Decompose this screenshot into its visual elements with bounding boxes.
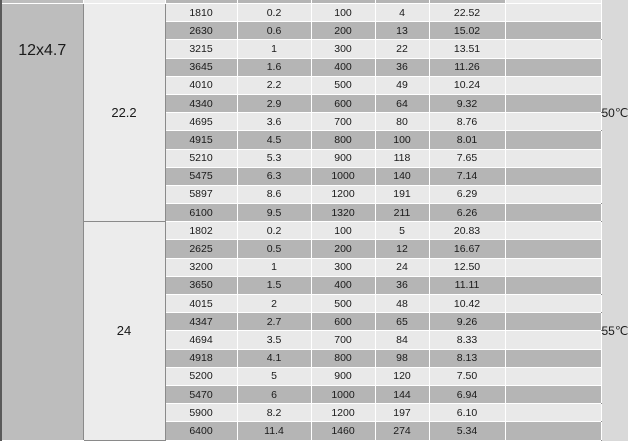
speed-cell: 2625 [165, 240, 237, 258]
thrust-cell: 36 [375, 276, 429, 294]
thrust-cell: 274 [375, 422, 429, 440]
current-cell: 3.6 [237, 113, 311, 131]
blank-cell [505, 22, 601, 40]
blank-cell [505, 258, 601, 276]
speed-cell: 1810 [165, 4, 237, 22]
thrust-cell: 120 [375, 367, 429, 385]
efficiency-cell: 15.02 [429, 22, 505, 40]
blank-cell [505, 422, 601, 440]
speed-cell: 3650 [165, 276, 237, 294]
thrust-cell: 211 [375, 204, 429, 222]
thrust-cell: 191 [375, 185, 429, 203]
efficiency-cell: 9.26 [429, 313, 505, 331]
power-cell: 1320 [311, 204, 375, 222]
current-cell: 11.4 [237, 422, 311, 440]
power-cell: 800 [311, 131, 375, 149]
speed-cell: 5475 [165, 167, 237, 185]
thrust-cell: 100 [375, 131, 429, 149]
blank-cell [505, 385, 601, 403]
power-cell: 400 [311, 58, 375, 76]
group-value: 24 [83, 222, 165, 440]
blank-cell [505, 4, 601, 22]
thrust-cell: 84 [375, 331, 429, 349]
speed-cell: 3200 [165, 258, 237, 276]
table-row: 12x4.7 22.2 1810 0.2 100 4 22.52 50℃ [1, 4, 601, 22]
speed-cell: 4694 [165, 331, 237, 349]
speed-cell: 6400 [165, 422, 237, 440]
current-cell: 0.2 [237, 4, 311, 22]
power-cell: 100 [311, 4, 375, 22]
efficiency-cell: 9.32 [429, 94, 505, 112]
table-row: 24 1802 0.2 100 5 20.83 55℃ [1, 222, 601, 240]
blank-cell [505, 94, 601, 112]
power-cell: 200 [311, 240, 375, 258]
blank-cell [505, 204, 601, 222]
power-cell: 700 [311, 113, 375, 131]
power-cell: 900 [311, 149, 375, 167]
thrust-cell: 144 [375, 385, 429, 403]
blank-cell [505, 367, 601, 385]
thrust-cell: 64 [375, 94, 429, 112]
speed-cell: 4915 [165, 131, 237, 149]
power-cell: 400 [311, 276, 375, 294]
current-cell: 1 [237, 258, 311, 276]
efficiency-cell: 6.26 [429, 204, 505, 222]
power-cell: 1460 [311, 422, 375, 440]
efficiency-cell: 6.94 [429, 385, 505, 403]
efficiency-cell: 22.52 [429, 4, 505, 22]
speed-cell: 5897 [165, 185, 237, 203]
current-cell: 2 [237, 295, 311, 313]
blank-cell [505, 167, 601, 185]
power-cell: 1200 [311, 185, 375, 203]
current-cell: 4.5 [237, 131, 311, 149]
efficiency-cell: 11.11 [429, 276, 505, 294]
blank-cell [505, 113, 601, 131]
efficiency-cell: 6.29 [429, 185, 505, 203]
power-cell: 500 [311, 76, 375, 94]
speed-cell: 5200 [165, 367, 237, 385]
current-cell: 2.7 [237, 313, 311, 331]
power-cell: 600 [311, 313, 375, 331]
efficiency-cell: 8.13 [429, 349, 505, 367]
efficiency-cell: 20.83 [429, 222, 505, 240]
speed-cell: 4695 [165, 113, 237, 131]
thrust-cell: 22 [375, 40, 429, 58]
efficiency-cell: 7.50 [429, 367, 505, 385]
thrust-cell: 80 [375, 113, 429, 131]
speed-cell: 3215 [165, 40, 237, 58]
thrust-cell: 49 [375, 76, 429, 94]
thrust-cell: 140 [375, 167, 429, 185]
thrust-cell: 65 [375, 313, 429, 331]
efficiency-cell: 6.10 [429, 404, 505, 422]
blank-cell [505, 185, 601, 203]
power-cell: 200 [311, 22, 375, 40]
power-cell: 700 [311, 331, 375, 349]
speed-cell: 2630 [165, 22, 237, 40]
power-cell: 300 [311, 40, 375, 58]
current-cell: 9.5 [237, 204, 311, 222]
thrust-cell: 118 [375, 149, 429, 167]
speed-cell: 4010 [165, 76, 237, 94]
efficiency-cell: 7.14 [429, 167, 505, 185]
speed-cell: 5900 [165, 404, 237, 422]
blank-cell [505, 331, 601, 349]
blank-cell [505, 404, 601, 422]
current-cell: 5 [237, 367, 311, 385]
speed-cell: 5210 [165, 149, 237, 167]
thrust-cell: 98 [375, 349, 429, 367]
power-cell: 100 [311, 222, 375, 240]
efficiency-cell: 12.50 [429, 258, 505, 276]
thrust-cell: 4 [375, 4, 429, 22]
speed-cell: 6100 [165, 204, 237, 222]
speed-cell: 4015 [165, 295, 237, 313]
thrust-cell: 13 [375, 22, 429, 40]
speed-cell: 4340 [165, 94, 237, 112]
size-label: 12x4.7 [1, 4, 83, 441]
blank-cell [505, 131, 601, 149]
current-cell: 8.2 [237, 404, 311, 422]
power-cell: 1200 [311, 404, 375, 422]
speed-cell: 5470 [165, 385, 237, 403]
thrust-cell: 36 [375, 58, 429, 76]
power-cell: 1000 [311, 167, 375, 185]
current-cell: 8.6 [237, 185, 311, 203]
current-cell: 0.6 [237, 22, 311, 40]
efficiency-cell: 8.33 [429, 331, 505, 349]
current-cell: 6 [237, 385, 311, 403]
thrust-cell: 24 [375, 258, 429, 276]
group-value: 22.2 [83, 4, 165, 222]
blank-cell [505, 76, 601, 94]
speed-cell: 1802 [165, 222, 237, 240]
current-cell: 3.5 [237, 331, 311, 349]
power-cell: 800 [311, 349, 375, 367]
current-cell: 6.3 [237, 167, 311, 185]
blank-cell [505, 58, 601, 76]
blank-cell [505, 313, 601, 331]
power-cell: 600 [311, 94, 375, 112]
blank-cell [505, 40, 601, 58]
current-cell: 1 [237, 40, 311, 58]
blank-cell [505, 349, 601, 367]
thrust-cell: 12 [375, 240, 429, 258]
current-cell: 0.2 [237, 222, 311, 240]
efficiency-cell: 10.42 [429, 295, 505, 313]
current-cell: 0.5 [237, 240, 311, 258]
current-cell: 2.2 [237, 76, 311, 94]
current-cell: 4.1 [237, 349, 311, 367]
efficiency-cell: 7.65 [429, 149, 505, 167]
efficiency-cell: 13.51 [429, 40, 505, 58]
efficiency-cell: 5.34 [429, 422, 505, 440]
blank-cell [505, 295, 601, 313]
power-cell: 900 [311, 367, 375, 385]
current-cell: 2.9 [237, 94, 311, 112]
efficiency-cell: 8.01 [429, 131, 505, 149]
efficiency-cell: 11.26 [429, 58, 505, 76]
efficiency-cell: 8.76 [429, 113, 505, 131]
power-cell: 500 [311, 295, 375, 313]
current-cell: 5.3 [237, 149, 311, 167]
efficiency-cell: 10.24 [429, 76, 505, 94]
blank-cell [505, 149, 601, 167]
power-cell: 1000 [311, 385, 375, 403]
current-cell: 1.5 [237, 276, 311, 294]
power-cell: 300 [311, 258, 375, 276]
table-body [1, 4, 628, 441]
speed-cell: 4347 [165, 313, 237, 331]
current-cell: 1.6 [237, 58, 311, 76]
blank-cell [505, 222, 601, 240]
efficiency-cell: 16.67 [429, 240, 505, 258]
blank-cell [505, 240, 601, 258]
thrust-cell: 197 [375, 404, 429, 422]
speed-cell: 3645 [165, 58, 237, 76]
blank-cell [505, 276, 601, 294]
speed-cell: 4918 [165, 349, 237, 367]
thrust-cell: 5 [375, 222, 429, 240]
thrust-cell: 48 [375, 295, 429, 313]
